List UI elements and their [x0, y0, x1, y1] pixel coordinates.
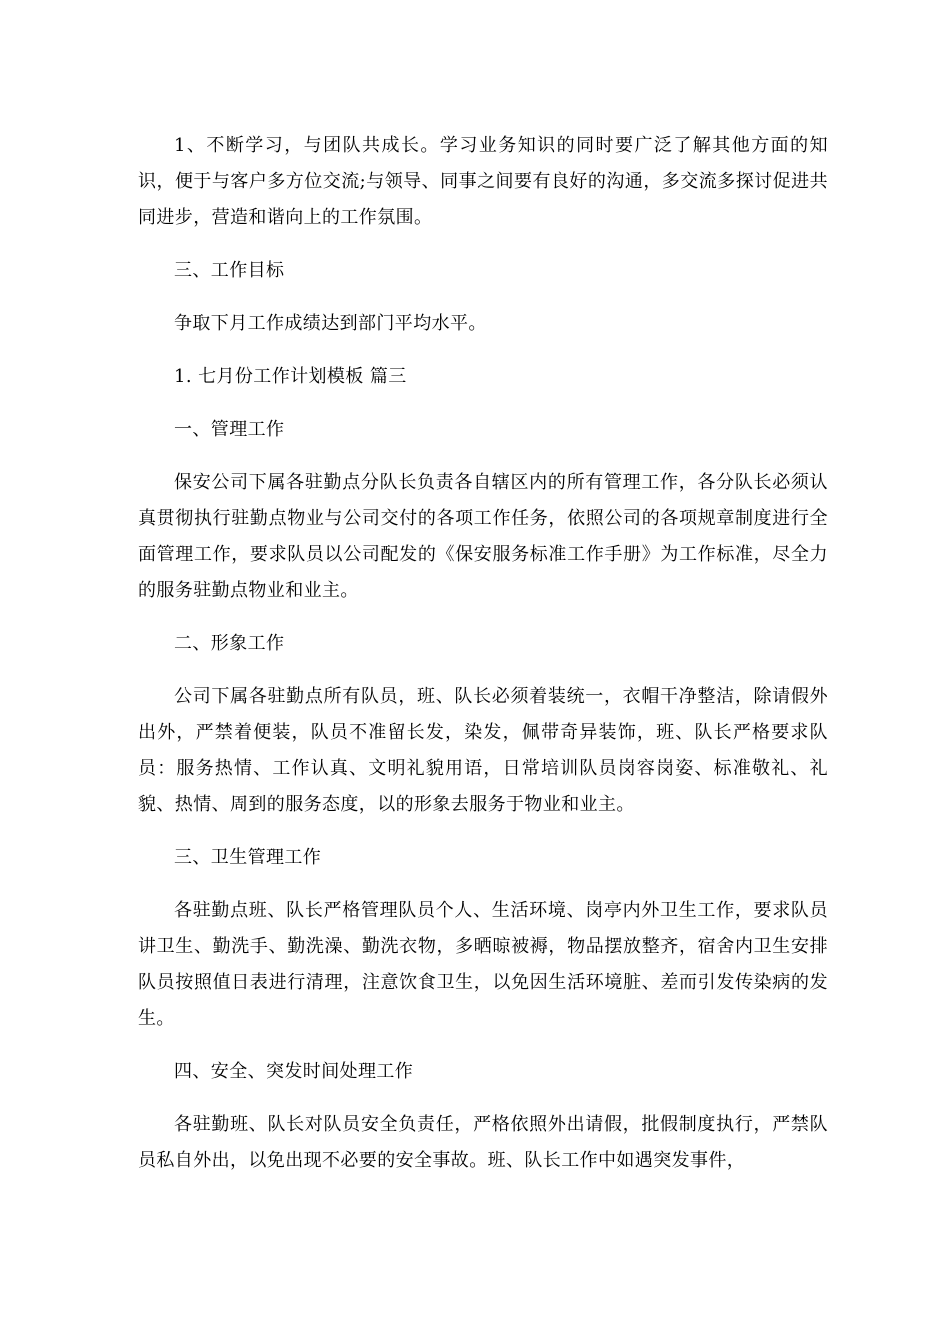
heading-management: 一、管理工作 [174, 419, 285, 440]
document-body [138, 128, 828, 1179]
paragraph-safety: 各驻勤班、队长对队员安全负责任，严格依照外出请假，批假制度执行，严禁队员私自外出，以免出现不必要的安全事故。班、队长工作中如遇突发事件， [138, 1114, 828, 1171]
paragraph-hygiene: 各驻勤点班、队长严格管理队员个人、生活环境、岗亭内外卫生工作，要求队员讲卫生、勤洗手、勤洗澡、勤洗衣物，多晒晾被褥，物品摆放整齐，宿舍内卫生安排队员按照值日表进行清理，注意饮食卫生，以免因生活环境脏、差而引发传染病的发生。 [138, 900, 828, 1029]
paragraph-learning: 1、不断学习，与团队共成长。学习业务知识的同时要广泛了解其他方面的知识，便于与客户多方位交流;与领导、同事之间要有良好的沟通，多交流多探讨促进共同进步，营造和谐向上的工作氛围。 [138, 135, 828, 228]
heading-hygiene: 三、卫生管理工作 [174, 847, 322, 868]
heading-safety: 四、安全、突发时间处理工作 [174, 1061, 414, 1082]
heading-work-goal: 三、工作目标 [174, 260, 285, 281]
paragraph-work-goal: 争取下月工作成绩达到部门平均水平。 [174, 313, 487, 334]
section-title: 1. 七月份工作计划模板 篇三 [174, 366, 407, 387]
paragraph-image-work: 公司下属各驻勤点所有队员，班、队长必须着装统一，衣帽干净整洁，除请假外出外，严禁着便装，队员不准留长发，染发，佩带奇异装饰，班、队长严格要求队员：服务热情、工作认真、文明礼貌用语，日常培训队员岗容岗姿、标准敬礼、礼貌、热情、周到的服务态度，以的形象去服务于物业和业主。 [138, 686, 828, 815]
heading-image-work: 二、形象工作 [174, 633, 285, 654]
paragraph-management: 保安公司下属各驻勤点分队长负责各自辖区内的所有管理工作，各分队长必须认真贯彻执行驻勤点物业与公司交付的各项工作任务，依照公司的各项规章制度进行全面管理工作，要求队员以公司配发的《保安服务标准工作手册》为工作标准，尽全力的服务驻勤点物业和业主。 [138, 472, 828, 601]
